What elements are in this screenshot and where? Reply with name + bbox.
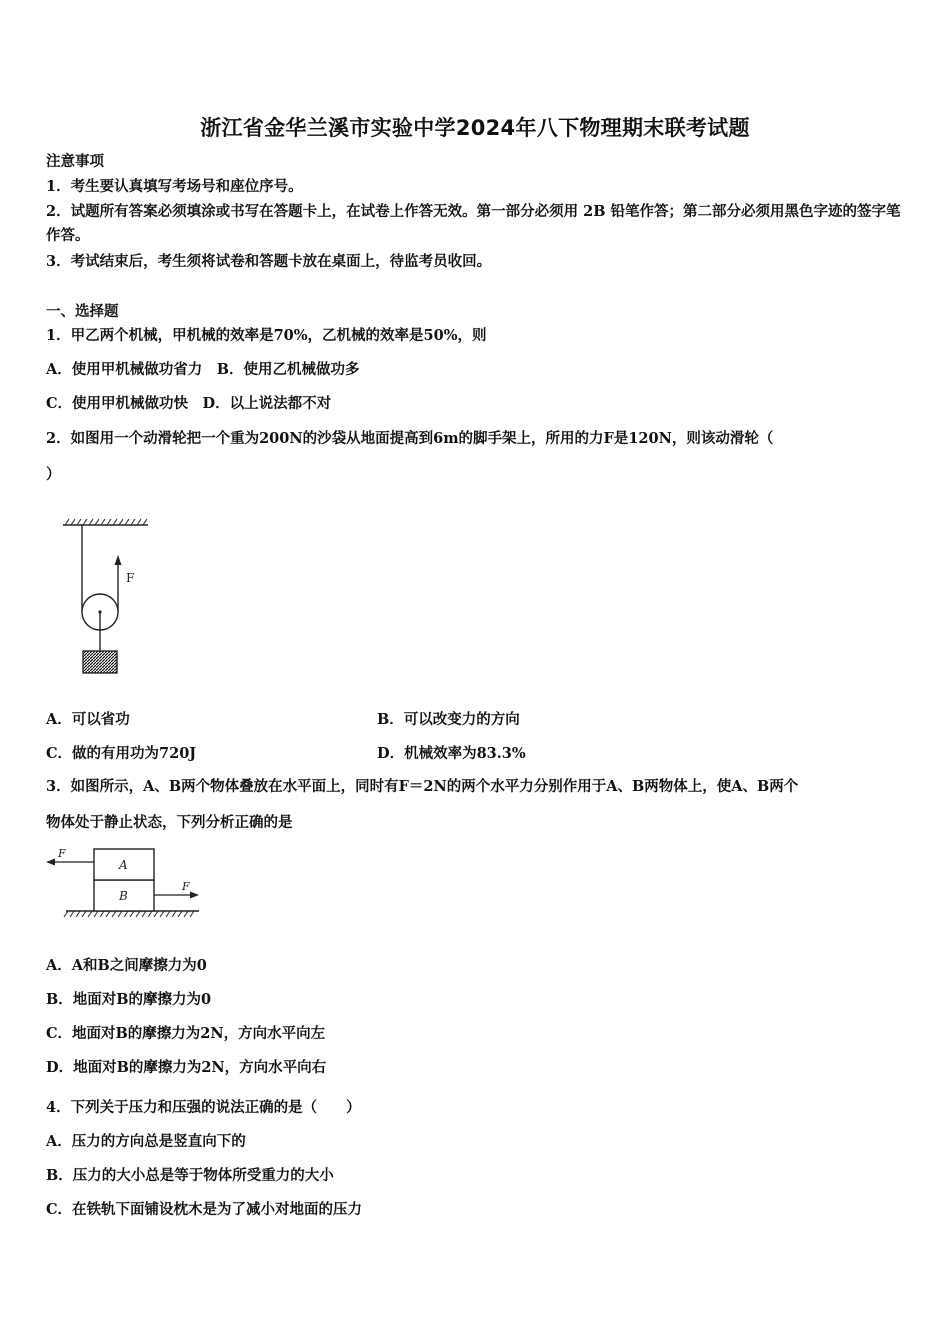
block-b-label: B [119, 889, 128, 903]
q4-stem: 4．下列关于压力和压强的说法正确的是（ ） [46, 1099, 361, 1116]
q2-option-d: D．机械效率为83.3% [377, 745, 526, 762]
arrow-right-icon [190, 892, 199, 899]
force-right-label: F [182, 880, 190, 893]
section-heading: 一、选择题 [46, 303, 119, 320]
page-title: 浙江省金华兰溪市实验中学2024年八下物理期末联考试题 [200, 116, 750, 140]
notice-heading: 注意事项 [46, 153, 104, 170]
force-left-label: F [58, 847, 66, 860]
q3-stem: 3．如图所示，A、B两个物体叠放在水平面上，同时有F＝2N的两个水平力分别作用于A、B两物体上，使A、B两个 [46, 778, 799, 795]
notice-item: 3．考试结束后，考生须将试卷和答题卡放在桌面上，待监考员收回。 [46, 253, 492, 270]
blocks-figure [44, 845, 219, 923]
q4-option-b: B．压力的大小总是等于物体所受重力的大小 [46, 1167, 334, 1184]
q2-option-c: C．做的有用功为720J [46, 745, 197, 762]
q3-stem-continued: 物体处于静止状态，下列分析正确的是 [46, 814, 293, 831]
arrow-left-icon [46, 859, 55, 866]
ceiling-hatch [63, 519, 148, 525]
notice-item: 1．考生要认真填写考场号和座位序号。 [46, 178, 303, 195]
force-label: F [126, 571, 135, 585]
q1-stem: 1．甲乙两个机械，甲机械的效率是70%，乙机械的效率是50%，则 [46, 327, 487, 344]
arrow-up-icon [115, 555, 122, 565]
q3-option-c: C．地面对B的摩擦力为2N，方向水平向左 [46, 1025, 326, 1042]
q2-option-b: B．可以改变力的方向 [377, 711, 520, 728]
q2-option-a: A．可以省功 [46, 711, 130, 728]
q2-stem-continued: ） [46, 466, 61, 483]
q3-option-d: D．地面对B的摩擦力为2N，方向水平向右 [46, 1059, 327, 1076]
sandbag [83, 651, 117, 673]
q2-stem: 2．如图用一个动滑轮把一个重为200N的沙袋从地面提高到6m的脚手架上，所用的力F是120N，则该动滑轮（ [46, 430, 774, 447]
q4-option-a: A．压力的方向总是竖直向下的 [46, 1133, 246, 1150]
notice-item: 2．试题所有答案必须填涂或书写在答题卡上，在试卷上作答无效。第一部分必须用 2B 铅笔作答；第二部分必须用黑色字迹的签字笔作答。 [46, 203, 901, 244]
q4-option-c: C．在铁轨下面铺设枕木是为了减小对地面的压力 [46, 1201, 363, 1218]
q3-option-a: A．A和B之间摩擦力为0 [46, 957, 207, 974]
q3-option-b: B．地面对B的摩擦力为0 [46, 991, 212, 1008]
pulley-figure [60, 515, 155, 677]
q1-options-cd: C．使用甲机械做功快 D．以上说法都不对 [46, 395, 332, 412]
q1-options-ab: A．使用甲机械做功省力 B．使用乙机械做功多 [46, 361, 360, 378]
block-a-label: A [119, 858, 128, 872]
ground-hatch [64, 911, 194, 917]
